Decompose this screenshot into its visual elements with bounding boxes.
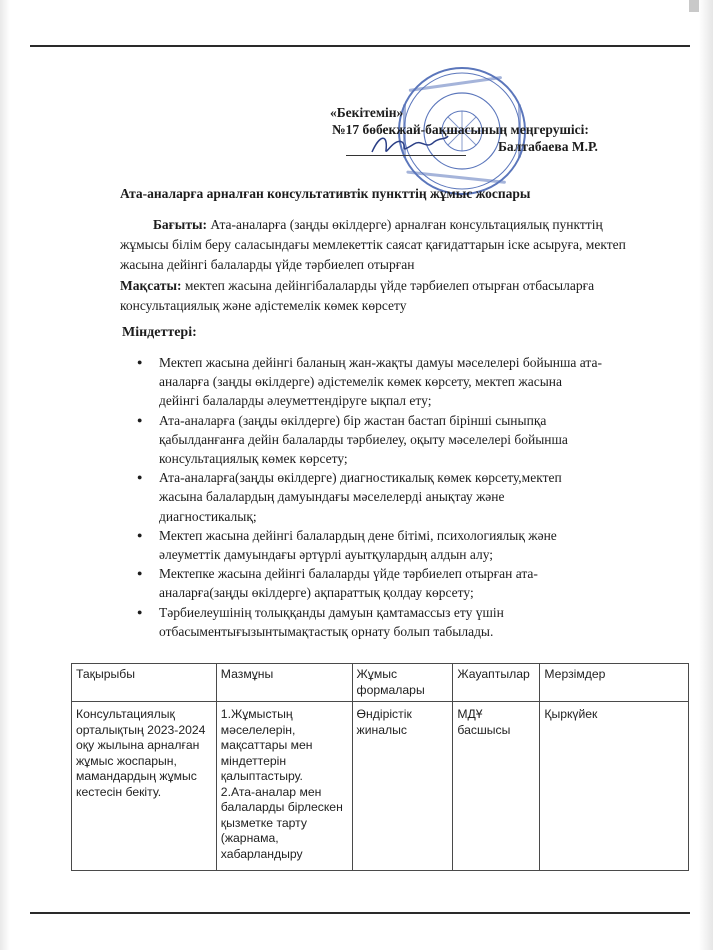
table-row [72,702,689,871]
approval-signatory-name: Балтабаева М.Р. [498,139,598,154]
corner-mark [689,0,699,12]
left-edge-shadow [0,0,10,950]
content-item-2: 2.Ата-аналар мен балаларды бірлескен қызметке тарту (жарнама, хабарландыру [220,784,343,861]
approval-heading: «Бекітемін» [330,105,404,120]
cell-deadline: Қыркүйек [540,702,689,871]
goal-label: Мақсаты: [120,278,182,293]
header-responsible: Жауаптылар [453,664,540,702]
right-edge-shadow [699,0,713,950]
direction-paragraph [120,215,640,275]
cell-responsible: МДҰ басшысы [453,702,540,871]
header-deadline: Мерзімдер [540,664,689,702]
list-item: ● Мектепке жасына дейінгі балаларды үйде тәрбиелеп отырған ата-аналарға(заңды өкілдерге) ақпараттық қолдау көрсету; [135,564,605,602]
header-work-forms: Жұмыс формалары [352,664,453,702]
cell-topic: Консультациялық орталықтың 2023-2024 оқу жылына арналған жұмыс жоспарын, мамандардың жұмыс кестесін бекіту. [72,702,217,871]
content-item-1: 1.Жұмыстың мәселелерін, мақсаттары мен міндеттерін қалыптастыру. [220,707,313,783]
bottom-border-line [30,912,690,914]
approval-position: №17 бөбекжай-бақшасының меңгерушісі: [332,122,589,137]
goal-text: мектеп жасына дейінгібалаларды үйде тәрбиелеп отырған отбасыларға консультациялық және әдістемелік көмек көрсету [120,278,595,313]
header-content: Мазмұны [216,664,352,702]
list-item: ● Мектеп жасына дейінгі баланың жан-жақты дамуы мәселелері бойынша ата-аналарға (заңды өкілдерге) әдістемелік көмек көрсету, мектеп жасына дейінгі балаларды әлеуметтендіруге ықпал ету; [135,353,605,411]
work-plan-table [71,663,689,871]
list-item: ● Ата-аналарға (заңды өкілдерге) бір жастан бастап бірінші сыныпқа қабылданғанға дейін балаларды тәрбиелеу, оқыту мәселелері бойынша консультациялық көмек көрсету; [135,411,605,469]
cell-work-form: Өндірістік жиналыс [352,702,453,871]
signature-line [346,155,466,156]
top-border-line [30,45,690,47]
cell-content [216,702,352,871]
table-header-row [72,664,689,702]
direction-text: Ата-аналарға (заңды өкілдерге) арналған консультациялық пункттің жұмысы білім беру саласындағы мемлекеттік саясат қағидаттарын іске асыруға, мектеп жасына дейінгі балаларды үйде тәрбиелеп отырған [120,217,626,272]
tasks-heading: Міндеттері: [122,325,197,340]
list-item: ● Ата-аналарға(заңды өкілдерге) диагностикалық көмек көрсету,мектеп жасына балалардың дамуындағы мәселелерді анықтау және диагностикалық; [135,468,605,526]
list-item: ● Тәрбиелеушінің толыққанды дамуын қамтамассыз ету үшін отбасыментығызынтымақтастық орнату болып табылады. [135,603,605,641]
tasks-list [135,353,605,641]
header-topic: Тақырыбы [72,664,217,702]
document-title: Ата-аналарға арналған консультативтік пункттің жұмыс жоспары [120,186,531,201]
list-item: ● Мектеп жасына дейінгі балалардың дене бітімі, психологиялық және әлеуметтік дамуындағы әртүрлі ауытқулардың алдын алу; [135,526,605,564]
direction-label: Бағыты: [153,217,208,232]
goal-paragraph [120,276,640,316]
